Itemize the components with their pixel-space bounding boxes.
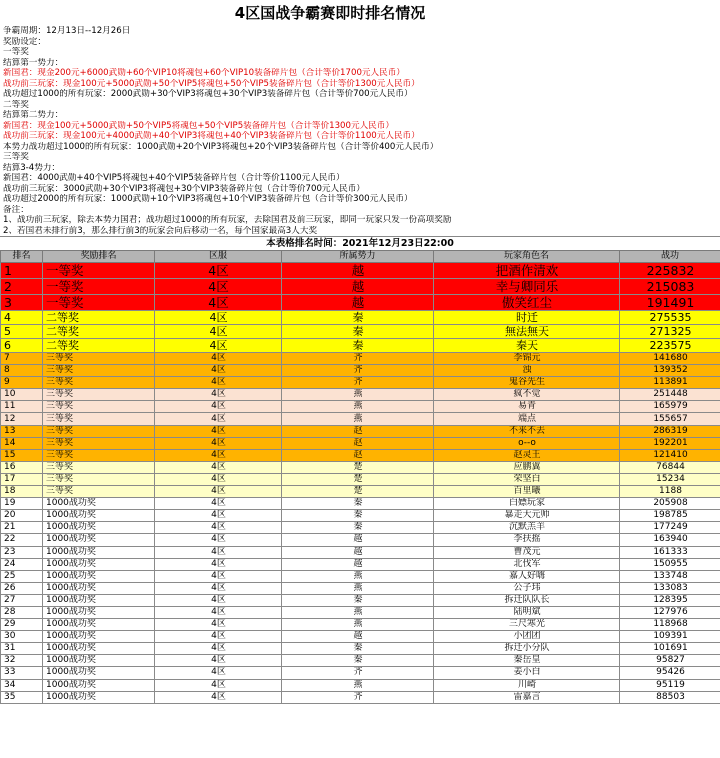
award-cell: 二等奖 <box>43 311 155 325</box>
rank-cell: 20 <box>1 510 43 522</box>
player-name-cell: 不来不去 <box>434 425 620 437</box>
player-name-cell: 三尺寒光 <box>434 619 620 631</box>
server-cell: 4区 <box>155 413 282 425</box>
table-header <box>1 251 720 263</box>
merit-cell: 155657 <box>620 413 720 425</box>
info-line: 结算第一势力： <box>3 57 64 68</box>
faction-cell: 楚 <box>282 473 434 485</box>
header-merit: 战功 <box>620 251 720 263</box>
table-row <box>1 413 720 425</box>
merit-cell: 141680 <box>620 353 720 365</box>
award-cell: 三等奖 <box>43 401 155 413</box>
table-row <box>1 425 720 437</box>
faction-cell: 越 <box>282 631 434 643</box>
faction-cell: 秦 <box>282 510 434 522</box>
server-cell: 4区 <box>155 449 282 461</box>
merit-cell: 101691 <box>620 643 720 655</box>
faction-cell: 燕 <box>282 389 434 401</box>
header-faction: 所属势力 <box>282 251 434 263</box>
server-cell: 4区 <box>155 594 282 606</box>
merit-cell: 177249 <box>620 522 720 534</box>
faction-cell: 楚 <box>282 486 434 498</box>
player-name-cell: 北伐军 <box>434 558 620 570</box>
award-cell: 1000战功奖 <box>43 619 155 631</box>
server-cell: 4区 <box>155 377 282 389</box>
table-row <box>1 606 720 618</box>
info-line: 备注： <box>3 204 29 215</box>
table-row <box>1 619 720 631</box>
merit-cell: 88503 <box>620 691 720 703</box>
server-cell: 4区 <box>155 667 282 679</box>
table-row <box>1 437 720 449</box>
player-name-cell: 幸与卿同乐 <box>434 279 620 295</box>
server-cell: 4区 <box>155 679 282 691</box>
reward-info <box>0 26 720 236</box>
merit-cell: 271325 <box>620 325 720 339</box>
faction-cell: 赵 <box>282 437 434 449</box>
merit-cell: 286319 <box>620 425 720 437</box>
server-cell: 4区 <box>155 461 282 473</box>
rank-cell: 7 <box>1 353 43 365</box>
award-cell: 1000战功奖 <box>43 498 155 510</box>
table-row <box>1 643 720 655</box>
info-line: 本势力战功超过1000的所有玩家：1000武勋+20个VIP3将魂包+20个VIP3装备碎片包（合计等价400元人民币） <box>3 141 439 152</box>
faction-cell: 越 <box>282 279 434 295</box>
table-row <box>1 522 720 534</box>
faction-cell: 越 <box>282 295 434 311</box>
rank-cell: 34 <box>1 679 43 691</box>
player-name-cell: 雷嘉言 <box>434 691 620 703</box>
player-name-cell: 疯不觉 <box>434 389 620 401</box>
award-cell: 三等奖 <box>43 461 155 473</box>
table-row <box>1 510 720 522</box>
award-cell: 三等奖 <box>43 413 155 425</box>
merit-cell: 205908 <box>620 498 720 510</box>
player-name-cell: 时迁 <box>434 311 620 325</box>
server-cell: 4区 <box>155 425 282 437</box>
award-cell: 一等奖 <box>43 279 155 295</box>
merit-cell: 113891 <box>620 377 720 389</box>
faction-cell: 秦 <box>282 325 434 339</box>
rank-cell: 31 <box>1 643 43 655</box>
merit-cell: 225832 <box>620 263 720 279</box>
merit-cell: 121410 <box>620 449 720 461</box>
rank-cell: 28 <box>1 606 43 618</box>
award-cell: 1000战功奖 <box>43 643 155 655</box>
player-name-cell: o--o <box>434 437 620 449</box>
rank-cell: 17 <box>1 473 43 485</box>
merit-cell: 223575 <box>620 339 720 353</box>
faction-cell: 燕 <box>282 401 434 413</box>
info-line: 战功前三玩家：现金100元+5000武勋+50个VIP5将魂包+50个VIP5装备碎片包（合计等价1300元人民币） <box>3 78 420 89</box>
server-cell: 4区 <box>155 486 282 498</box>
ranking-time: 本表格排名时间：2021年12月23日22:00 <box>0 236 720 250</box>
table-row <box>1 631 720 643</box>
player-name-cell: 暴走大元帅 <box>434 510 620 522</box>
award-cell: 1000战功奖 <box>43 679 155 691</box>
faction-cell: 燕 <box>282 582 434 594</box>
merit-cell: 1188 <box>620 486 720 498</box>
table-row <box>1 473 720 485</box>
player-name-cell: 荣坚白 <box>434 473 620 485</box>
table-row <box>1 389 720 401</box>
header-award: 奖励排名 <box>43 251 155 263</box>
info-line: 结算第二势力： <box>3 110 64 120</box>
rank-cell: 10 <box>1 389 43 401</box>
faction-cell: 秦 <box>282 522 434 534</box>
award-cell: 1000战功奖 <box>43 546 155 558</box>
table-row <box>1 311 720 325</box>
table-row <box>1 679 720 691</box>
faction-cell: 楚 <box>282 461 434 473</box>
merit-cell: 150955 <box>620 558 720 570</box>
server-cell: 4区 <box>155 325 282 339</box>
rank-cell: 26 <box>1 582 43 594</box>
table-row <box>1 691 720 703</box>
award-cell: 1000战功奖 <box>43 534 155 546</box>
info-line: 战功前三玩家：3000武勋+30个VIP3将魂包+30个VIP3装备碎片包（合计等价700元人民币） <box>3 183 365 194</box>
rank-cell: 14 <box>1 437 43 449</box>
faction-cell: 燕 <box>282 679 434 691</box>
rank-cell: 24 <box>1 558 43 570</box>
rank-cell: 13 <box>1 425 43 437</box>
player-name-cell: 嘉人好嗨 <box>434 570 620 582</box>
server-cell: 4区 <box>155 389 282 401</box>
award-cell: 一等奖 <box>43 295 155 311</box>
rank-cell: 18 <box>1 486 43 498</box>
merit-cell: 275535 <box>620 311 720 325</box>
rank-cell: 12 <box>1 413 43 425</box>
rank-cell: 4 <box>1 311 43 325</box>
award-cell: 1000战功奖 <box>43 570 155 582</box>
server-cell: 4区 <box>155 263 282 279</box>
faction-cell: 燕 <box>282 606 434 618</box>
player-name-cell: 李锦元 <box>434 353 620 365</box>
merit-cell: 198785 <box>620 510 720 522</box>
player-name-cell: 赵灵王 <box>434 449 620 461</box>
merit-cell: 133083 <box>620 582 720 594</box>
award-cell: 三等奖 <box>43 353 155 365</box>
award-cell: 1000战功奖 <box>43 510 155 522</box>
faction-cell: 赵 <box>282 449 434 461</box>
player-name-cell: 李扶摇 <box>434 534 620 546</box>
server-cell: 4区 <box>155 353 282 365</box>
award-cell: 1000战功奖 <box>43 631 155 643</box>
rank-cell: 3 <box>1 295 43 311</box>
table-row <box>1 449 720 461</box>
server-cell: 4区 <box>155 655 282 667</box>
merit-cell: 95426 <box>620 667 720 679</box>
faction-cell: 秦 <box>282 643 434 655</box>
table-row <box>1 582 720 594</box>
rank-cell: 16 <box>1 461 43 473</box>
info-line: 三等奖 <box>3 152 29 162</box>
faction-cell: 秦 <box>282 498 434 510</box>
table-row <box>1 339 720 353</box>
table-row <box>1 377 720 389</box>
merit-cell: 95119 <box>620 679 720 691</box>
player-name-cell: 曹茂元 <box>434 546 620 558</box>
server-cell: 4区 <box>155 570 282 582</box>
player-name-cell: 易青 <box>434 401 620 413</box>
server-cell: 4区 <box>155 498 282 510</box>
table-row <box>1 534 720 546</box>
award-cell: 三等奖 <box>43 389 155 401</box>
rank-cell: 8 <box>1 365 43 377</box>
merit-cell: 95827 <box>620 655 720 667</box>
merit-cell: 165979 <box>620 401 720 413</box>
merit-cell: 127976 <box>620 606 720 618</box>
server-cell: 4区 <box>155 643 282 655</box>
rank-cell: 23 <box>1 546 43 558</box>
award-cell: 1000战功奖 <box>43 558 155 570</box>
player-name-cell: 陆明斌 <box>434 606 620 618</box>
award-cell: 1000战功奖 <box>43 691 155 703</box>
server-cell: 4区 <box>155 619 282 631</box>
server-cell: 4区 <box>155 339 282 353</box>
rank-cell: 30 <box>1 631 43 643</box>
table-row <box>1 594 720 606</box>
server-cell: 4区 <box>155 546 282 558</box>
award-cell: 1000战功奖 <box>43 606 155 618</box>
merit-cell: 76844 <box>620 461 720 473</box>
rank-cell: 35 <box>1 691 43 703</box>
info-line: 争霸周期：12月13日--12月26日 <box>3 26 131 36</box>
table-row <box>1 558 720 570</box>
info-line: 战功前三玩家：现金100元+4000武勋+40个VIP3将魂包+40个VIP3装备碎片包（合计等价1100元人民币） <box>3 131 420 141</box>
player-name-cell: 端点 <box>434 413 620 425</box>
faction-cell: 越 <box>282 558 434 570</box>
server-cell: 4区 <box>155 631 282 643</box>
player-name-cell: 傲笑红尘 <box>434 295 620 311</box>
server-cell: 4区 <box>155 558 282 570</box>
table-row <box>1 365 720 377</box>
merit-cell: 251448 <box>620 389 720 401</box>
table-row <box>1 667 720 679</box>
faction-cell: 齐 <box>282 691 434 703</box>
server-cell: 4区 <box>155 401 282 413</box>
info-line: 1、战功前三玩家，除去本势力国君；战功超过1000的所有玩家，去除国君及前三玩家，即同一玩家只发一份高项奖励 <box>3 215 452 225</box>
info-line: 2、若国君未排行前3，那么排行前3的玩家会向后移动一名，每个国家最高3人大奖 <box>3 225 318 236</box>
award-cell: 一等奖 <box>43 263 155 279</box>
table-row <box>1 279 720 295</box>
table-body <box>1 263 720 704</box>
award-cell: 三等奖 <box>43 365 155 377</box>
table-row <box>1 263 720 279</box>
faction-cell: 燕 <box>282 413 434 425</box>
player-name-cell: 浊 <box>434 365 620 377</box>
rank-cell: 6 <box>1 339 43 353</box>
info-line: 奖励设定： <box>3 36 46 47</box>
player-name-cell: 姜小白 <box>434 667 620 679</box>
player-name-cell: 秦岳皇 <box>434 655 620 667</box>
info-line: 战功超过2000的所有玩家：1000武勋+10个VIP3将魂包+10个VIP3装备碎片包（合计等价300元人民币） <box>3 194 413 204</box>
award-cell: 1000战功奖 <box>43 667 155 679</box>
table-row <box>1 570 720 582</box>
header-server: 区服 <box>155 251 282 263</box>
info-line: 结算3-4势力： <box>3 162 61 173</box>
page-title: 4区国战争霸赛即时排名情况 <box>234 4 426 22</box>
faction-cell: 齐 <box>282 365 434 377</box>
player-name-cell: 应鹏翼 <box>434 461 620 473</box>
player-name-cell: 把酒作清欢 <box>434 263 620 279</box>
server-cell: 4区 <box>155 437 282 449</box>
faction-cell: 秦 <box>282 594 434 606</box>
rank-cell: 29 <box>1 619 43 631</box>
server-cell: 4区 <box>155 522 282 534</box>
award-cell: 三等奖 <box>43 437 155 449</box>
server-cell: 4区 <box>155 510 282 522</box>
table-row <box>1 546 720 558</box>
faction-cell: 燕 <box>282 619 434 631</box>
player-name-cell: 白嫖玩家 <box>434 498 620 510</box>
player-name-cell: 無法無天 <box>434 325 620 339</box>
faction-cell: 越 <box>282 263 434 279</box>
header-rank: 排名 <box>1 251 43 263</box>
server-cell: 4区 <box>155 279 282 295</box>
server-cell: 4区 <box>155 473 282 485</box>
info-line: 二等奖 <box>3 99 29 110</box>
header-player-name: 玩家角色名 <box>434 251 620 263</box>
table-row <box>1 401 720 413</box>
merit-cell: 192201 <box>620 437 720 449</box>
player-name-cell: 拆迁队队长 <box>434 594 620 606</box>
info-line: 新国君：现金200元+6000武勋+60个VIP10将魂包+60个VIP10装备碎片包（合计等价1700元人民币） <box>3 68 405 78</box>
faction-cell: 秦 <box>282 339 434 353</box>
player-name-cell: 沉默羔羊 <box>434 522 620 534</box>
merit-cell: 191491 <box>620 295 720 311</box>
award-cell: 二等奖 <box>43 325 155 339</box>
award-cell: 三等奖 <box>43 377 155 389</box>
player-name-cell: 秦天 <box>434 339 620 353</box>
award-cell: 三等奖 <box>43 449 155 461</box>
award-cell: 1000战功奖 <box>43 582 155 594</box>
merit-cell: 15234 <box>620 473 720 485</box>
faction-cell: 越 <box>282 546 434 558</box>
merit-cell: 133748 <box>620 570 720 582</box>
rank-cell: 22 <box>1 534 43 546</box>
table-row <box>1 655 720 667</box>
rank-cell: 32 <box>1 655 43 667</box>
award-cell: 二等奖 <box>43 339 155 353</box>
rank-cell: 19 <box>1 498 43 510</box>
player-name-cell: 小团团 <box>434 631 620 643</box>
rank-cell: 1 <box>1 263 43 279</box>
table-row <box>1 295 720 311</box>
faction-cell: 齐 <box>282 353 434 365</box>
table-row <box>1 486 720 498</box>
table-row <box>1 325 720 339</box>
rank-cell: 27 <box>1 594 43 606</box>
faction-cell: 齐 <box>282 377 434 389</box>
table-row <box>1 461 720 473</box>
merit-cell: 109391 <box>620 631 720 643</box>
server-cell: 4区 <box>155 311 282 325</box>
merit-cell: 163940 <box>620 534 720 546</box>
player-name-cell: 公子玮 <box>434 582 620 594</box>
merit-cell: 139352 <box>620 365 720 377</box>
faction-cell: 秦 <box>282 655 434 667</box>
table-row <box>1 353 720 365</box>
rank-cell: 33 <box>1 667 43 679</box>
server-cell: 4区 <box>155 606 282 618</box>
rank-cell: 11 <box>1 401 43 413</box>
merit-cell: 161333 <box>620 546 720 558</box>
rank-cell: 9 <box>1 377 43 389</box>
faction-cell: 秦 <box>282 311 434 325</box>
server-cell: 4区 <box>155 295 282 311</box>
info-line: 新国君：现金100元+5000武勋+50个VIP5将魂包+50个VIP5装备碎片包（合计等价1300元人民币） <box>3 120 394 131</box>
server-cell: 4区 <box>155 691 282 703</box>
award-cell: 1000战功奖 <box>43 655 155 667</box>
player-name-cell: 百里曦 <box>434 486 620 498</box>
award-cell: 1000战功奖 <box>43 522 155 534</box>
faction-cell: 越 <box>282 534 434 546</box>
server-cell: 4区 <box>155 582 282 594</box>
award-cell: 三等奖 <box>43 425 155 437</box>
table-row <box>1 498 720 510</box>
player-name-cell: 鬼谷先生 <box>434 377 620 389</box>
rank-cell: 15 <box>1 449 43 461</box>
faction-cell: 赵 <box>282 425 434 437</box>
award-cell: 三等奖 <box>43 486 155 498</box>
rank-cell: 21 <box>1 522 43 534</box>
award-cell: 1000战功奖 <box>43 594 155 606</box>
rank-cell: 5 <box>1 325 43 339</box>
player-name-cell: 拆迁小分队 <box>434 643 620 655</box>
merit-cell: 215083 <box>620 279 720 295</box>
faction-cell: 齐 <box>282 667 434 679</box>
merit-cell: 128395 <box>620 594 720 606</box>
player-name-cell: 川崎 <box>434 679 620 691</box>
server-cell: 4区 <box>155 365 282 377</box>
info-line: 新国君：4000武勋+40个VIP5将魂包+40个VIP5装备碎片包（合计等价1100元人民币） <box>3 173 345 183</box>
rank-cell: 2 <box>1 279 43 295</box>
merit-cell: 118968 <box>620 619 720 631</box>
rank-cell: 25 <box>1 570 43 582</box>
award-cell: 三等奖 <box>43 473 155 485</box>
info-line: 一等奖 <box>3 47 29 57</box>
ranking-table <box>0 250 720 704</box>
server-cell: 4区 <box>155 534 282 546</box>
faction-cell: 燕 <box>282 570 434 582</box>
info-line: 战功超过1000的所有玩家：2000武勋+30个VIP3将魂包+30个VIP3装备碎片包（合计等价700元人民币） <box>3 89 413 99</box>
